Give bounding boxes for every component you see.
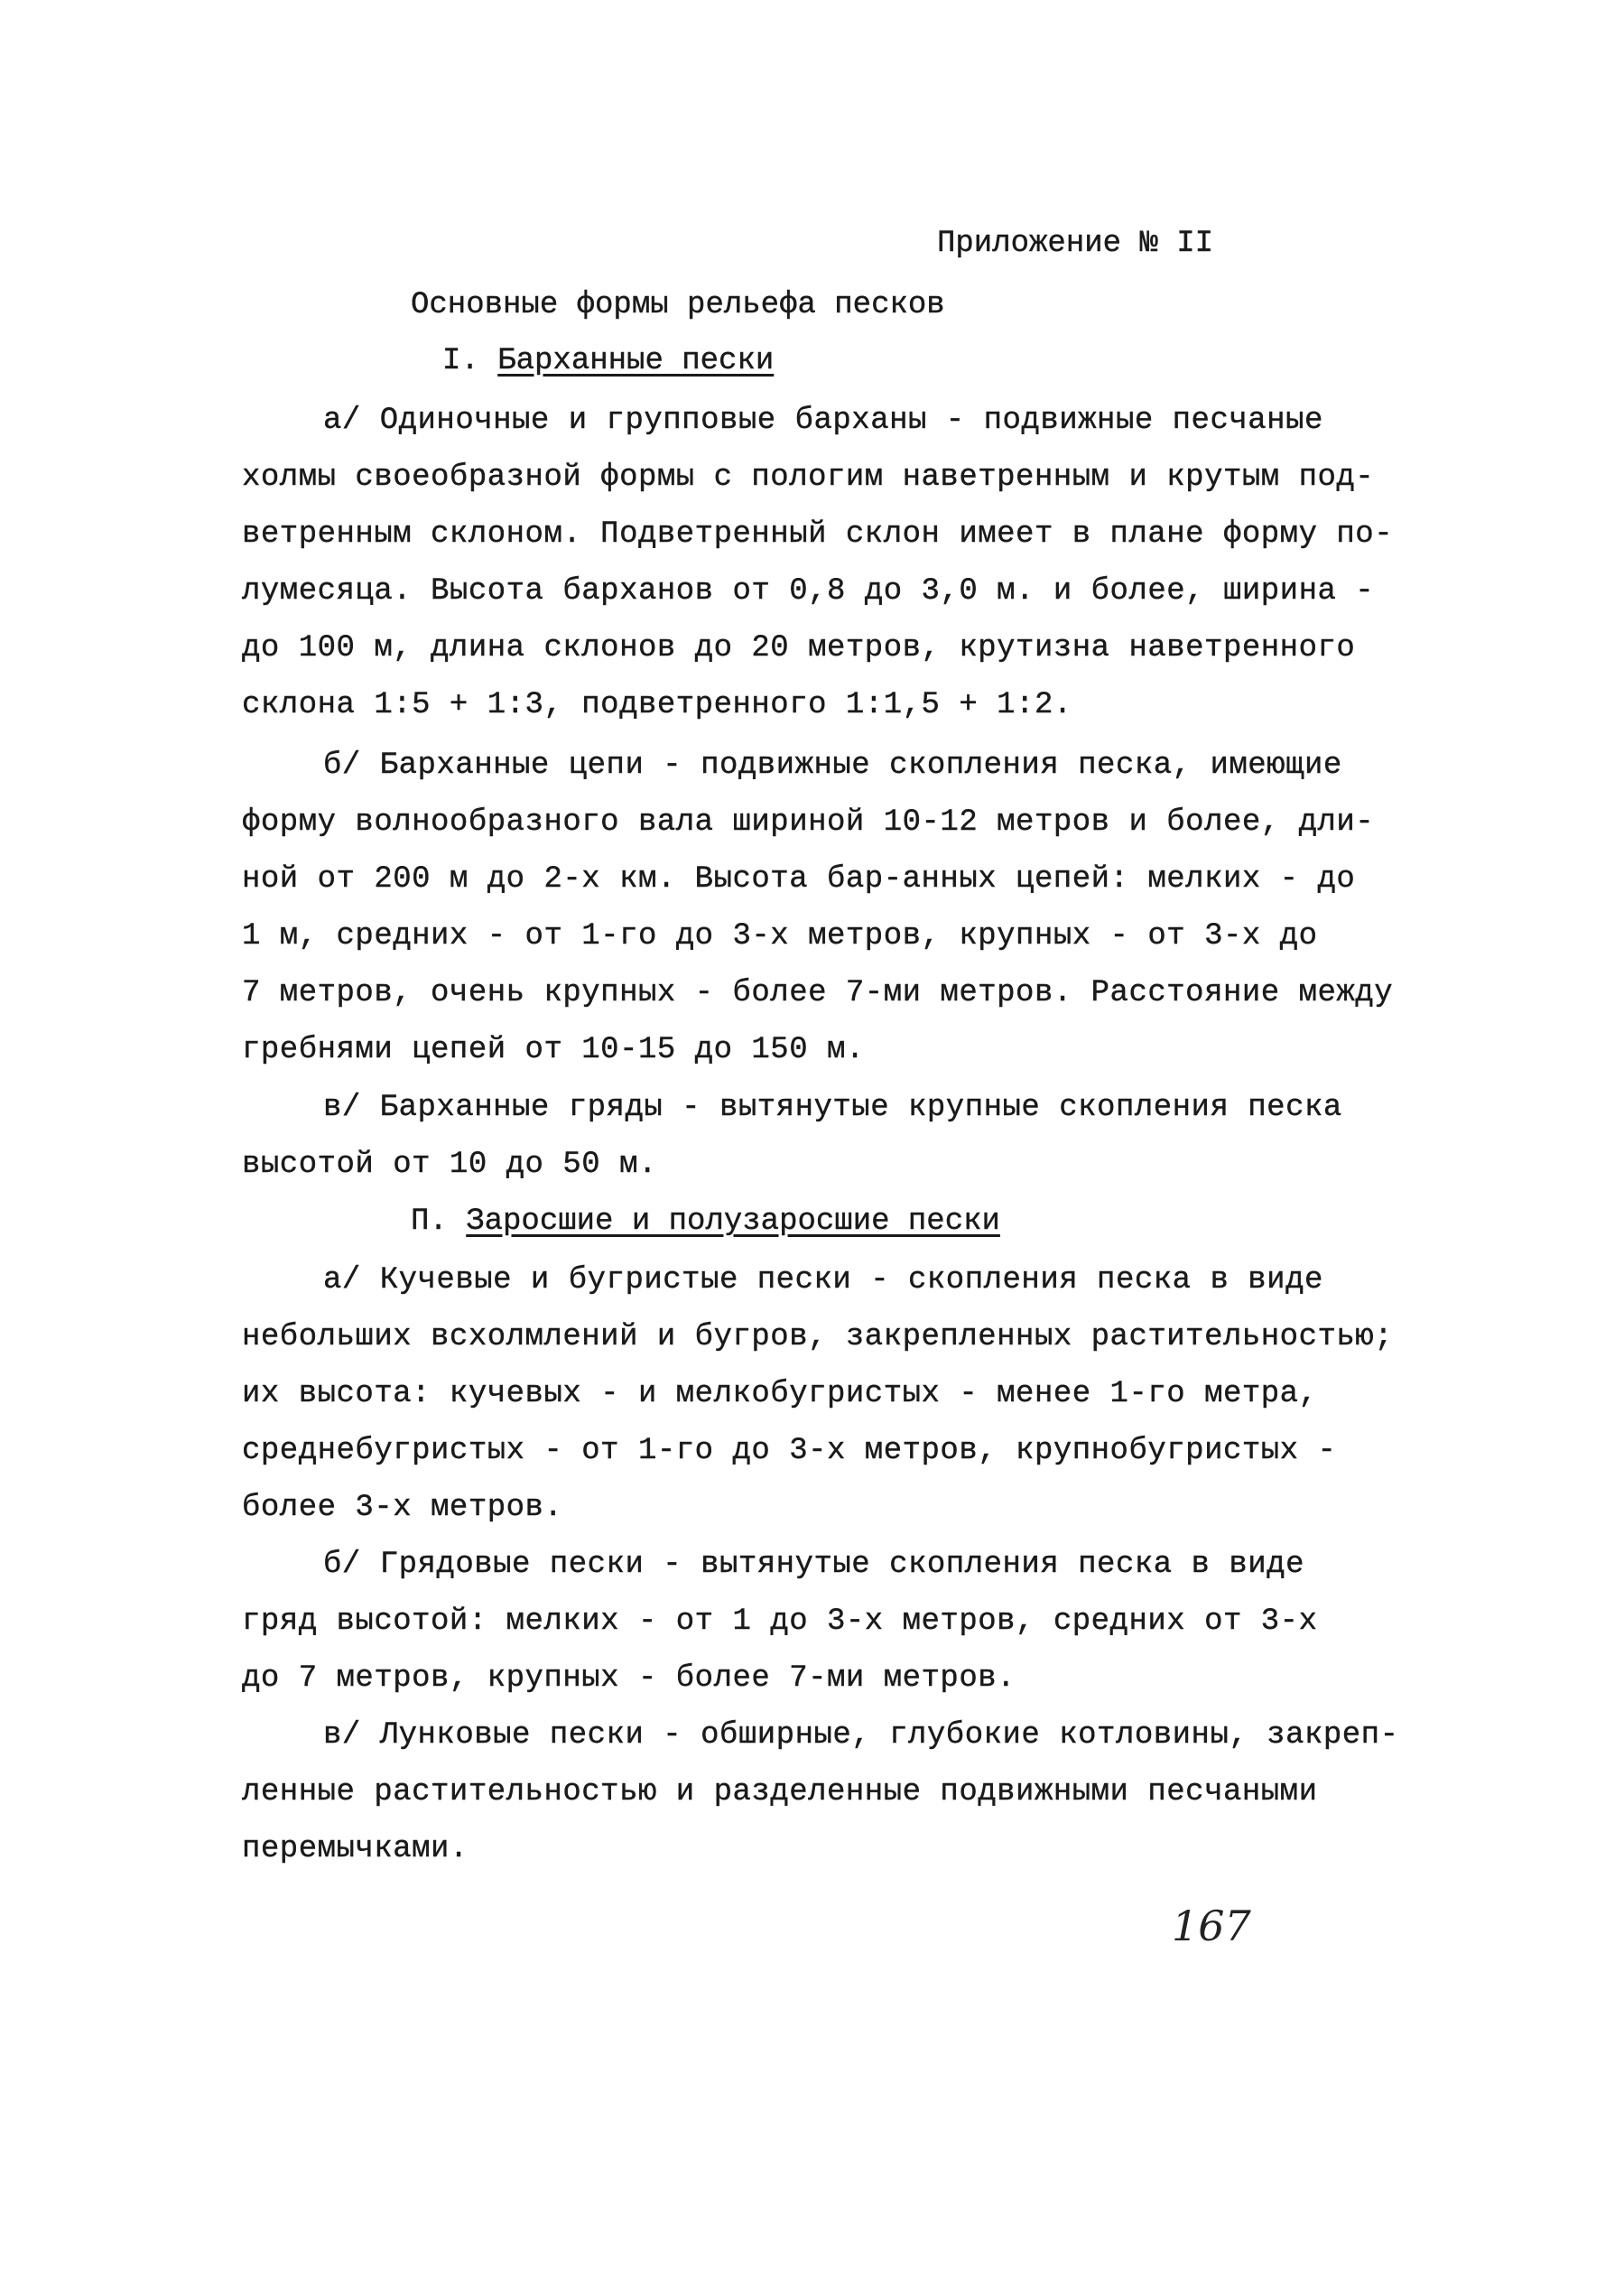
section1-line: форму волнообразного вала шириной 10-12 метров и более, дли- — [242, 805, 1375, 840]
section1-heading — [442, 343, 774, 379]
section1-line: 1 м, средних - от 1-го до 3-х метров, крупных - от 3-х до — [242, 919, 1318, 953]
section2-line: в/ Лунковые пески - обширные, глубокие котловины, закреп- — [323, 1718, 1399, 1753]
section2-line: до 7 метров, крупных - более 7-ми метров. — [242, 1661, 1016, 1696]
section2-line: гряд высотой: мелких - от 1 до 3-х метров, средних от 3-х — [242, 1604, 1318, 1639]
section2-line: более 3-х метров. — [242, 1491, 563, 1525]
page-title: Основные формы рельефа песков — [411, 288, 945, 322]
section1-number: I. — [442, 344, 479, 378]
section1-line: высотой от 10 до 50 м. — [242, 1148, 657, 1182]
section1-line: склона 1:5 + 1:3, подветренного 1:1,5 + 1:2. — [242, 688, 1072, 722]
section2-line: их высота: кучевых - и мелкобугристых - менее 1-го метра, — [242, 1377, 1318, 1411]
section1-line: б/ Барханные цепи - подвижные скопления песка, имеющие — [323, 749, 1342, 783]
section2-line: небольших всхолмлений и бугров, закрепленных растительностью; — [242, 1320, 1394, 1354]
section1-line: 7 метров, очень крупных - более 7-ми метров. Расстояние между — [242, 976, 1394, 1010]
section2-heading — [411, 1204, 1000, 1240]
section1-line: холмы своеобразной формы с пологим наветренным и крутым под- — [242, 460, 1375, 495]
section1-line: в/ Барханные гряды - вытянутые крупные скопления песка — [323, 1091, 1342, 1125]
section1-line: ветренным склоном. Подветренный склон имеет в плане форму по- — [242, 517, 1394, 552]
section2-line: перемычками. — [242, 1832, 469, 1866]
section1-line: а/ Одиночные и групповые барханы - подвижные песчаные — [323, 404, 1323, 438]
section1-line: лумесяца. Высота барханов от 0,8 до 3,0 м. и более, ширина - — [242, 574, 1375, 609]
section2-line: б/ Грядовые пески - вытянутые скопления песка в виде — [323, 1548, 1304, 1582]
section2-line: ленные растительностью и разделенные подвижными песчаными — [242, 1775, 1318, 1809]
section1-line: ной от 200 м до 2-х км. Высота бар-анных цепей: мелких - до — [242, 862, 1356, 897]
section2-number: П. — [411, 1204, 448, 1239]
section2-line: среднебугристых - от 1-го до 3-х метров, крупнобугристых - — [242, 1434, 1337, 1468]
page-number: 167 — [1172, 1902, 1251, 1950]
section2-title: Заросшие и полузаросшие пески — [466, 1204, 1000, 1239]
section1-line: до 100 м, длина склонов до 20 метров, крутизна наветренного — [242, 631, 1356, 665]
section2-line: а/ Кучевые и бугристые пески - скопления песка в виде — [323, 1263, 1323, 1297]
section1-title: Барханные пески — [497, 344, 775, 378]
appendix-label: Приложение № II — [937, 227, 1214, 261]
section1-line: гребнями цепей от 10-15 до 150 м. — [242, 1033, 865, 1067]
